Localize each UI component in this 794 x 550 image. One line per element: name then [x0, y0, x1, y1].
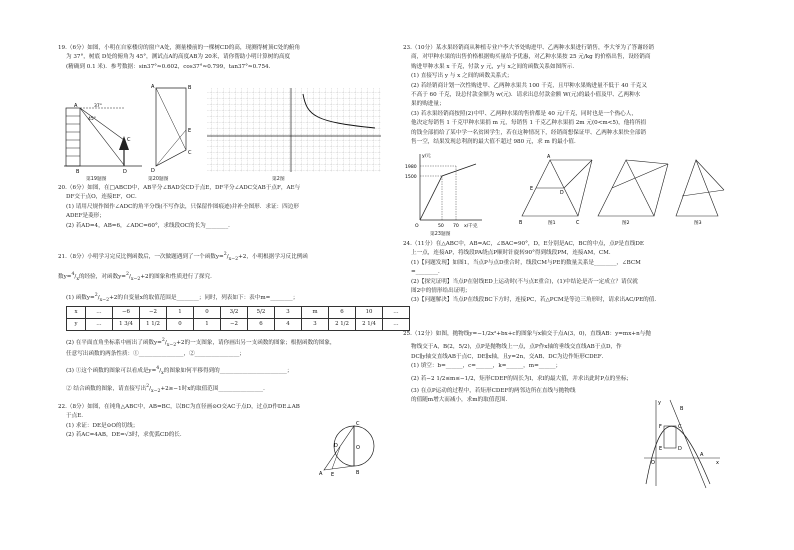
q24-line-4: =________． [411, 269, 444, 276]
fig23-origin: O [415, 224, 419, 229]
q23-line-9: 他决定每销售 1 千克甲种水果捐 m 元，每销售 1 千克乙种水果捐 2m 元(0<m<5)，他将所捐 [411, 120, 647, 127]
q22-line-2: 于点E． [66, 413, 87, 420]
fig2-caption: 第2图 [272, 177, 285, 182]
fig23-x-70: 70 [453, 224, 459, 229]
table-cell: 3/2 [221, 307, 248, 319]
q24-line-1: 24.（11分）在△ABC中，AB=AC，∠BAC=90°，D，E分别是AC，BC的中点，点P是直线DE [403, 241, 644, 247]
fig20-caption: 第20题图 [148, 177, 169, 182]
q21-line2-c: +2的图象和性质进行了探究． [140, 274, 216, 281]
q21-sub3-num2: 2 [146, 384, 150, 390]
q23-line-7: 果的购进量； [411, 101, 445, 108]
q21-frac1: $^2/_{x-2}$ [223, 252, 239, 262]
q25-line-6: (3) 在点P运动的过程中，若矩形CDEF的两邻边所在直线与抛物线 [411, 388, 576, 395]
q21-line2-b: 的经验，对函数y= [78, 274, 126, 281]
table-cell: 3 [275, 307, 302, 319]
q21-sub3-line1: (3) ①这个函数的图象可以看成是$y=^4/_x$的图象如何平移得到的________________________； [66, 365, 293, 376]
q21-sub1-num: 2 [94, 292, 98, 298]
q24-line-7: (3)【问题解决】当点P在线段BC下方时，连接PC，若△PCM是等边三角形时，请求出AC/PE的值． [411, 297, 660, 304]
question-21 [58, 250, 388, 305]
fig24-1-label-B: B [519, 221, 523, 226]
table-cell: x [67, 307, 86, 319]
q21-frac3-den: x−2 [130, 277, 141, 283]
q21-sub1-b: +2的自变量x的取值范围是________；同时，列表如下：表中m=________； [109, 294, 299, 301]
q24-line-5: (2)【探究证明】当点P在射线ED上运动时(不与点E重合)，(1)中结论是否一定成立？请仅就 [411, 278, 638, 285]
table-cell: −2 [221, 319, 248, 331]
q21-sub2-b: +2的一支图象，请你画出另一支函数的图象；根据函数的图象， [176, 339, 336, 346]
q25-line-5: (2) 若−2 1/2≤m≤−1/2，矩形CDEF的周长为l，求l的最大值，并求出此时P点的坐标； [411, 375, 633, 382]
table-row [67, 307, 410, 319]
q23-line-2: 商，对甲种水果的出售价格根据购买量给予优惠，对乙种水果按 25 元/kg 的价格出售，设经销商 [411, 54, 651, 61]
fig19-angle-45: 45° [88, 117, 96, 122]
table-cell: … [86, 307, 113, 319]
q25-line-1: 25.（12分）如图，抛物线y=−1/2x²+bx+c的图象与x轴交于点A(3，0)，直线AB：y=mx+n与抛 [403, 331, 651, 337]
q19-line-3: (精确到 0.1 米)．参考数据：sin37°≈0.602，cos37°≈0.799，tan37°≈0.754． [66, 63, 275, 70]
table-cell: y [67, 319, 86, 331]
fig22-label-A: A [319, 471, 323, 477]
q19-line-1: 19.（6分）如图，小明在自家楼房的窗户A处，测量楼前的一棵树CD的高，现测得树顶C处的俯角 [58, 45, 301, 51]
q19-line-2: 为 37°，树底 D处的俯角为 45°，测试点A的高度AB为 20米，请你帮助小明计算树的高度 [66, 54, 291, 61]
q21-sub3-d: +2≥−1时x的取值范围________________． [160, 386, 269, 393]
q21-line-2: 数$y=^4/_x$的经验，对函数$y=^2/_{x-2}+2$的图象和性质进行了探究． [58, 272, 216, 283]
q24-line-2: 上一点，连接AP，将线段PA绕点P顺时针旋转90°得到线段PM，连接AM，CM． [411, 250, 615, 257]
table-cell: 1 3/4 [113, 319, 140, 331]
table-cell: 1 1/2 [140, 319, 167, 331]
fig23-value-1980: 1980 [405, 165, 417, 170]
table-cell: … [383, 319, 410, 331]
fig19-angle-37: 37° [94, 104, 102, 109]
fig23-caption: 第23题图 [430, 232, 451, 237]
q21-sub3-c: ② 结合函数的图象，请直接写出 [66, 386, 147, 393]
q22-line-4: (2) 若AC=4AB，DE=√3时，求优弧CD的长． [66, 432, 186, 439]
table-cell: … [383, 307, 410, 319]
q21-sub2-a: (2) 在平面直角坐标系中画出了函数y= [66, 339, 162, 346]
fig20-label-E: E [188, 128, 192, 134]
fig25-label-O: O [651, 460, 655, 466]
fig19-label-D: D [123, 169, 127, 175]
table-cell: 1 [167, 307, 194, 319]
q25-line-7: 的值随m增大而减小，求m的取值范围． [411, 397, 512, 404]
question-20 [58, 184, 388, 231]
q21-sub3-den: x [161, 370, 164, 376]
q24-line-6: 图2中的情形给出证明； [411, 288, 471, 295]
fig22-label-O: O [356, 445, 360, 451]
table-cell: 6 [329, 307, 356, 319]
table-cell: 2 1/2 [329, 319, 356, 331]
q20-line-4: ADEF是菱形； [66, 213, 105, 220]
question-19 [58, 44, 388, 72]
fig24-caption-2: 图2 [622, 221, 630, 226]
fig22-label-D: D [334, 443, 338, 449]
q23-line-11: 售一空，结果发现总利润的最大值不超过 980 元，求 m 的最小值． [411, 139, 580, 146]
q21-sub1-den: x−2 [99, 297, 110, 303]
fig24-1-label-D: D [560, 191, 564, 196]
q22-line-1: 22.（8分）如图，在钝角△ABC中，AB=BC，以BC为直径画⊙O交AC于点D，过点D作DE⊥AB [58, 404, 300, 410]
fig20-label-D: D [151, 168, 155, 174]
figure-24-triangles [518, 150, 728, 226]
fig25-label-C: C [678, 424, 682, 430]
table-cell: 5/2 [248, 307, 275, 319]
fig20-label-C: C [188, 150, 192, 156]
fig25-label-E: E [659, 446, 663, 452]
fig24-caption-1: 图1 [548, 221, 556, 226]
q23-line-1: 23.（10分）某水果经销商从种植专业户李大爷处购进甲、乙两种水果进行销售，李大爷为了答谢经销 [403, 45, 654, 51]
q25-line-2: 物线交于A，B(2，5/2)，点P是抛物线上一点，点P作x轴的垂线交直线AB于点D，作 [411, 344, 622, 351]
fig19-caption: 第19题图 [86, 177, 107, 182]
table-cell: 0 [194, 307, 221, 319]
table-cell: 0 [167, 319, 194, 331]
question-21-continued [58, 336, 388, 397]
q23-line-4: (1) 直接写出 y 与 x 之间的函数关系式； [411, 73, 513, 80]
q23-line-8: (3) 若水果经销商按照(2)中甲、乙两种水果的售价都是 40 元/千克，同时也是一个热心人， [411, 110, 637, 117]
q21-sub2-line2: 任意写出函数的两条性质：①________________，②________________； [66, 351, 246, 358]
q21-line2-a: 数y= [58, 274, 72, 281]
q21-frac1-num: 2 [223, 252, 227, 257]
q25-line-4: (1) 填空：b=______，c=______，k=______，m=______； [411, 363, 562, 370]
q20-line-5: (2) 若AD=4，AB=6，∠ADC=60°，求线段OC的长为________． [66, 222, 234, 229]
table-cell: m [302, 307, 329, 319]
q20-line-2: DF交于点O，连接EF，OC． [66, 194, 141, 201]
fig24-caption-3: 图3 [694, 221, 702, 226]
fig25-label-D: D [678, 446, 682, 452]
fig20-label-A: A [151, 84, 155, 90]
figure-19-building-tree [64, 78, 144, 176]
fig22-label-E: E [331, 472, 335, 478]
q23-line-10: 的钱全部捐给了某中学一名贫困学生，若在这种情况下，经销商想保证甲、乙两种水果快全部销 [411, 129, 646, 136]
table-cell: 2 1/4 [356, 319, 383, 331]
q21-value-table [66, 306, 410, 331]
fig25-label-F: F [659, 424, 662, 430]
q21-sub2-den: x−2 [166, 342, 177, 348]
fig23-x-axis-label: x/千克 [464, 224, 478, 229]
q21-sub3-num: 4 [156, 365, 160, 371]
q21-line-1 [58, 250, 388, 264]
fig25-label-A: A [700, 452, 704, 458]
table-cell: −2 [140, 307, 167, 319]
fig24-1-label-E: E [530, 187, 534, 192]
q21-sub3-line2: ② 结合函数的图象，请直接写出$^2/_{x-2}+2\ge-1$时x的取值范围________________． [66, 384, 269, 395]
question-24 [403, 240, 728, 306]
q21-sub3-a: (3) ①这个函数的图象可以看成是y= [66, 367, 157, 374]
q21-line1-tail: +2，小明根据学习反比例函 [238, 253, 308, 260]
fig22-label-C: C [356, 421, 360, 427]
q21-sub1-a: (1) 函数y= [66, 294, 95, 301]
fig20-label-B: B [188, 85, 192, 91]
table-cell: … [86, 319, 113, 331]
fig24-1-label-C: C [576, 221, 580, 226]
question-25 [403, 330, 728, 406]
fig25-label-x: x [716, 460, 719, 466]
q21-frac3-num: 2 [125, 272, 129, 278]
table-cell: 1 [194, 319, 221, 331]
q21-sub2-line1: (2) 在平面直角坐标系中画出了函数$y=^2/_{x-2}+2$的一支图象，请你画出另一支函数的图象；根据函数的图象， [66, 338, 336, 348]
fig24-1-label-A: A [547, 155, 551, 160]
fig23-x-50: 50 [438, 224, 444, 229]
q21-sub3-den2: x−2 [150, 389, 161, 395]
figure-20-parallelogram [148, 82, 198, 174]
q21-frac2-den: x [76, 277, 79, 283]
table-cell: 4 [275, 319, 302, 331]
q21-line1-text: 21.（8分）小明学习完反比例函数后，一次做题遇到了一个函数y= [58, 253, 224, 260]
q21-sub3-b: 的图象如何平移得到的________________________； [163, 367, 293, 374]
table-row [67, 319, 410, 331]
table-cell: 10 [356, 307, 383, 319]
fig23-y-axis-label: y/元 [422, 154, 431, 159]
figure-21-coordinate-grid [205, 86, 383, 176]
fig25-label-y: y [658, 400, 661, 406]
q23-line-5: (2) 若经销商计划一次性购进甲、乙两种水果共 100 千克，且甲种水果购进量不低于 40 千克又 [411, 82, 647, 89]
q20-line-3: (1) 请用尺规作图作∠ADC的角平分线(不写作法，只保留作图痕迹)并补全图形．求证：四边形 [66, 203, 299, 210]
figure-23-price-graph [404, 150, 486, 230]
figure-22-circle [318, 420, 382, 478]
q21-frac1-den: x−2 [228, 256, 239, 262]
fig22-label-B: B [356, 470, 360, 476]
q21-sub2-num: 2 [161, 338, 165, 343]
q21-sub1: (1) 函数$y=^2/_{x-2}+2$的自变量x的取值范围是________；同时，列表如下：表中m=________； [66, 292, 299, 303]
fig23-value-1500: 1500 [405, 175, 417, 180]
table-cell: −6 [113, 307, 140, 319]
figure-25-parabola [640, 398, 724, 490]
fig19-label-A: A [74, 103, 78, 109]
fig19-label-C: C [127, 137, 131, 143]
fig25-label-B: B [680, 406, 684, 412]
table-cell: 6 [248, 319, 275, 331]
fig19-label-B: B [76, 169, 80, 175]
table-cell: 3 [302, 319, 329, 331]
question-23 [403, 44, 728, 147]
q21-frac2-num: 4 [71, 272, 75, 278]
left-column [58, 44, 388, 73]
q25-line-3: DC∥y轴交直线AB于点C，DE∥x轴，且y=2n，交AB、DC为边作矩形CDEF． [411, 353, 608, 360]
q23-line-6: 不高于 60 千克，设总付款金额为 w(元)．请求出总付款金额 W(元)的最小值及甲、乙两种水 [411, 92, 641, 99]
q23-line-3: 购进甲种水果 x 千克，付款 y 元，y与 x之间的函数关系如图所示． [411, 63, 578, 70]
q22-line-3: (1) 求证：DE是⊙O的切线； [66, 422, 139, 429]
q20-line-1: 20.（6分）如图，在□ABCD中，AB平分∠BAD交CD于点E，DF平分∠ADC交AB于点F，AE与 [58, 185, 301, 191]
q24-line-3: (1)【问题发现】如图1，当点P与点D重合时，线段CM与PE的数量关系是________，∠BCM [411, 259, 641, 266]
